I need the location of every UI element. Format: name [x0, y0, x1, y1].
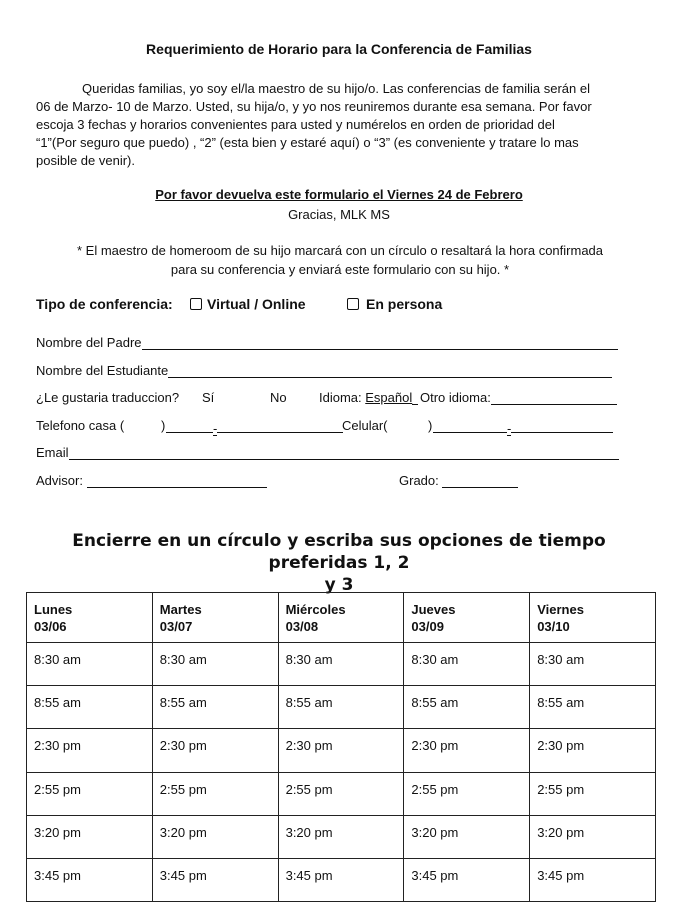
time-slot-cell[interactable]: 2:55 pm [404, 772, 530, 815]
time-slot-cell[interactable]: 3:45 pm [27, 858, 153, 901]
time-slot-row [27, 729, 656, 772]
schedule-table [26, 592, 656, 902]
translation-row [36, 390, 636, 405]
day-date: 03/07 [159, 619, 193, 634]
time-slot-cell[interactable]: 2:30 pm [278, 729, 404, 772]
checkbox-in-person[interactable] [347, 298, 359, 310]
in-person-option[interactable] [347, 296, 442, 312]
phone-row [36, 418, 636, 436]
time-slot-cell[interactable]: 8:55 am [27, 686, 153, 729]
student-name-field[interactable] [168, 363, 612, 378]
intro-line: escoja 3 fechas y horarios convenientes para usted y numérelos en orden de prioridad del [36, 117, 555, 132]
intro-paragraph [36, 80, 636, 170]
student-name-row [36, 363, 612, 378]
page-title: Requerimiento de Horario para la Conferencia de Familias [146, 41, 532, 57]
note-line: * El maestro de homeroom de su hijo marcará con un círculo o resaltará la hora confirmada [76, 243, 604, 258]
parent-name-field[interactable] [142, 335, 618, 350]
translation-no[interactable]: No [270, 390, 287, 405]
schedule-title-line: y 3 [324, 575, 354, 595]
virtual-option[interactable] [190, 296, 306, 312]
time-slot-cell[interactable]: 2:55 pm [27, 772, 153, 815]
intro-line: Queridas familias, yo soy el/la maestro de su hijo/o. Las conferencias de familia serán el [82, 81, 590, 96]
grade-field[interactable] [442, 473, 518, 488]
intro-line: 06 de Marzo- 10 de Marzo. Usted, su hija/o, y yo nos reuniremos durante esa semana. Por favor [36, 99, 592, 114]
time-slot-cell[interactable]: 8:30 am [278, 643, 404, 686]
translation-question: ¿Le gustaria traduccion? [36, 390, 180, 405]
schedule-header-row [27, 593, 656, 643]
homeroom-note [40, 241, 640, 279]
day-name: Lunes [34, 602, 73, 617]
virtual-option-label: Virtual / Online [207, 296, 306, 312]
time-slot-cell[interactable]: 8:30 am [152, 643, 278, 686]
intro-line: posible de venir). [36, 153, 135, 168]
language-label: Idioma: [319, 390, 362, 405]
time-slot-row [27, 858, 656, 901]
checkbox-virtual[interactable] [190, 298, 202, 310]
time-slot-cell[interactable]: 2:30 pm [404, 729, 530, 772]
other-language-label: Otro idioma: [420, 390, 491, 405]
email-row [36, 445, 619, 460]
day-header [530, 593, 656, 643]
time-slot-cell[interactable]: 2:55 pm [278, 772, 404, 815]
day-name: Martes [159, 602, 202, 617]
day-date: 03/06 [34, 619, 67, 634]
day-date: 03/09 [411, 619, 444, 634]
day-header [27, 593, 153, 643]
email-field[interactable] [69, 445, 619, 460]
home-phone-paren: ) [161, 418, 166, 433]
thanks-signature: Gracias, MLK MS [288, 207, 390, 222]
time-slot-row [27, 815, 656, 858]
return-deadline: Por favor devuelva este formulario el Viernes 24 de Febrero [155, 187, 523, 202]
schedule-title-line: Encierre en un círculo y escriba sus opciones de tiempo preferidas 1, 2 [72, 531, 606, 573]
time-slot-row [27, 772, 656, 815]
advisor-row [36, 473, 636, 488]
home-phone-dash: - [213, 421, 218, 436]
schedule-title [30, 530, 648, 596]
day-header [152, 593, 278, 643]
day-date: 03/10 [537, 619, 570, 634]
time-slot-cell[interactable]: 3:20 pm [404, 815, 530, 858]
time-slot-row [27, 643, 656, 686]
time-slot-cell[interactable]: 3:45 pm [530, 858, 656, 901]
time-slot-cell[interactable]: 8:30 am [404, 643, 530, 686]
home-phone-label: Telefono casa ( [36, 418, 125, 433]
advisor-label: Advisor: [36, 473, 83, 488]
grade-label: Grado: [399, 473, 439, 488]
time-slot-cell[interactable]: 2:55 pm [152, 772, 278, 815]
time-slot-cell[interactable]: 3:20 pm [530, 815, 656, 858]
time-slot-cell[interactable]: 3:45 pm [278, 858, 404, 901]
time-slot-cell[interactable]: 3:20 pm [27, 815, 153, 858]
other-language-group [420, 390, 617, 405]
language-value: Español [365, 390, 413, 405]
cell-dash: - [507, 421, 512, 436]
time-slot-cell[interactable]: 3:45 pm [404, 858, 530, 901]
student-name-label: Nombre del Estudiante [36, 363, 169, 378]
time-slot-row [27, 686, 656, 729]
time-slot-cell[interactable]: 2:55 pm [530, 772, 656, 815]
cell-label: Celular( [342, 418, 388, 433]
time-slot-cell[interactable]: 3:45 pm [152, 858, 278, 901]
day-name: Jueves [411, 602, 456, 617]
time-slot-cell[interactable]: 8:55 am [152, 686, 278, 729]
time-slot-cell[interactable]: 8:30 am [530, 643, 656, 686]
day-date: 03/08 [285, 619, 319, 634]
intro-line: “1”(Por seguro que puedo) , “2” (esta bien y estaré aquí) o “3” (es conveniente y tratare lo mas [36, 135, 579, 150]
language-group [319, 390, 418, 405]
time-slot-cell[interactable]: 2:30 pm [27, 729, 153, 772]
day-name: Miércoles [285, 602, 346, 617]
in-person-option-label: En persona [366, 296, 443, 312]
parent-name-label: Nombre del Padre [36, 335, 142, 350]
home-phone-field[interactable] [166, 418, 343, 436]
grade-group [399, 473, 518, 488]
day-header [278, 593, 404, 643]
time-slot-cell[interactable]: 8:55 am [530, 686, 656, 729]
time-slot-cell[interactable]: 2:30 pm [152, 729, 278, 772]
time-slot-cell[interactable]: 2:30 pm [530, 729, 656, 772]
parent-name-row [36, 335, 618, 350]
advisor-field[interactable] [87, 473, 267, 488]
conference-type-label: Tipo de conferencia: [36, 296, 173, 312]
time-slot-cell[interactable]: 8:55 am [278, 686, 404, 729]
time-slot-cell[interactable]: 3:20 pm [278, 815, 404, 858]
time-slot-cell[interactable]: 8:55 am [404, 686, 530, 729]
other-language-field[interactable] [491, 390, 617, 405]
cell-paren: ) [428, 418, 433, 433]
translation-yes[interactable]: Sí [202, 390, 215, 405]
note-line: para su conferencia y enviará este formulario con su hijo. * [170, 262, 510, 277]
time-slot-cell[interactable]: 8:30 am [27, 643, 153, 686]
day-header [404, 593, 530, 643]
email-label: Email [36, 445, 69, 460]
day-name: Viernes [537, 602, 584, 617]
time-slot-cell[interactable]: 3:20 pm [152, 815, 278, 858]
cell-phone-field[interactable] [433, 418, 613, 436]
